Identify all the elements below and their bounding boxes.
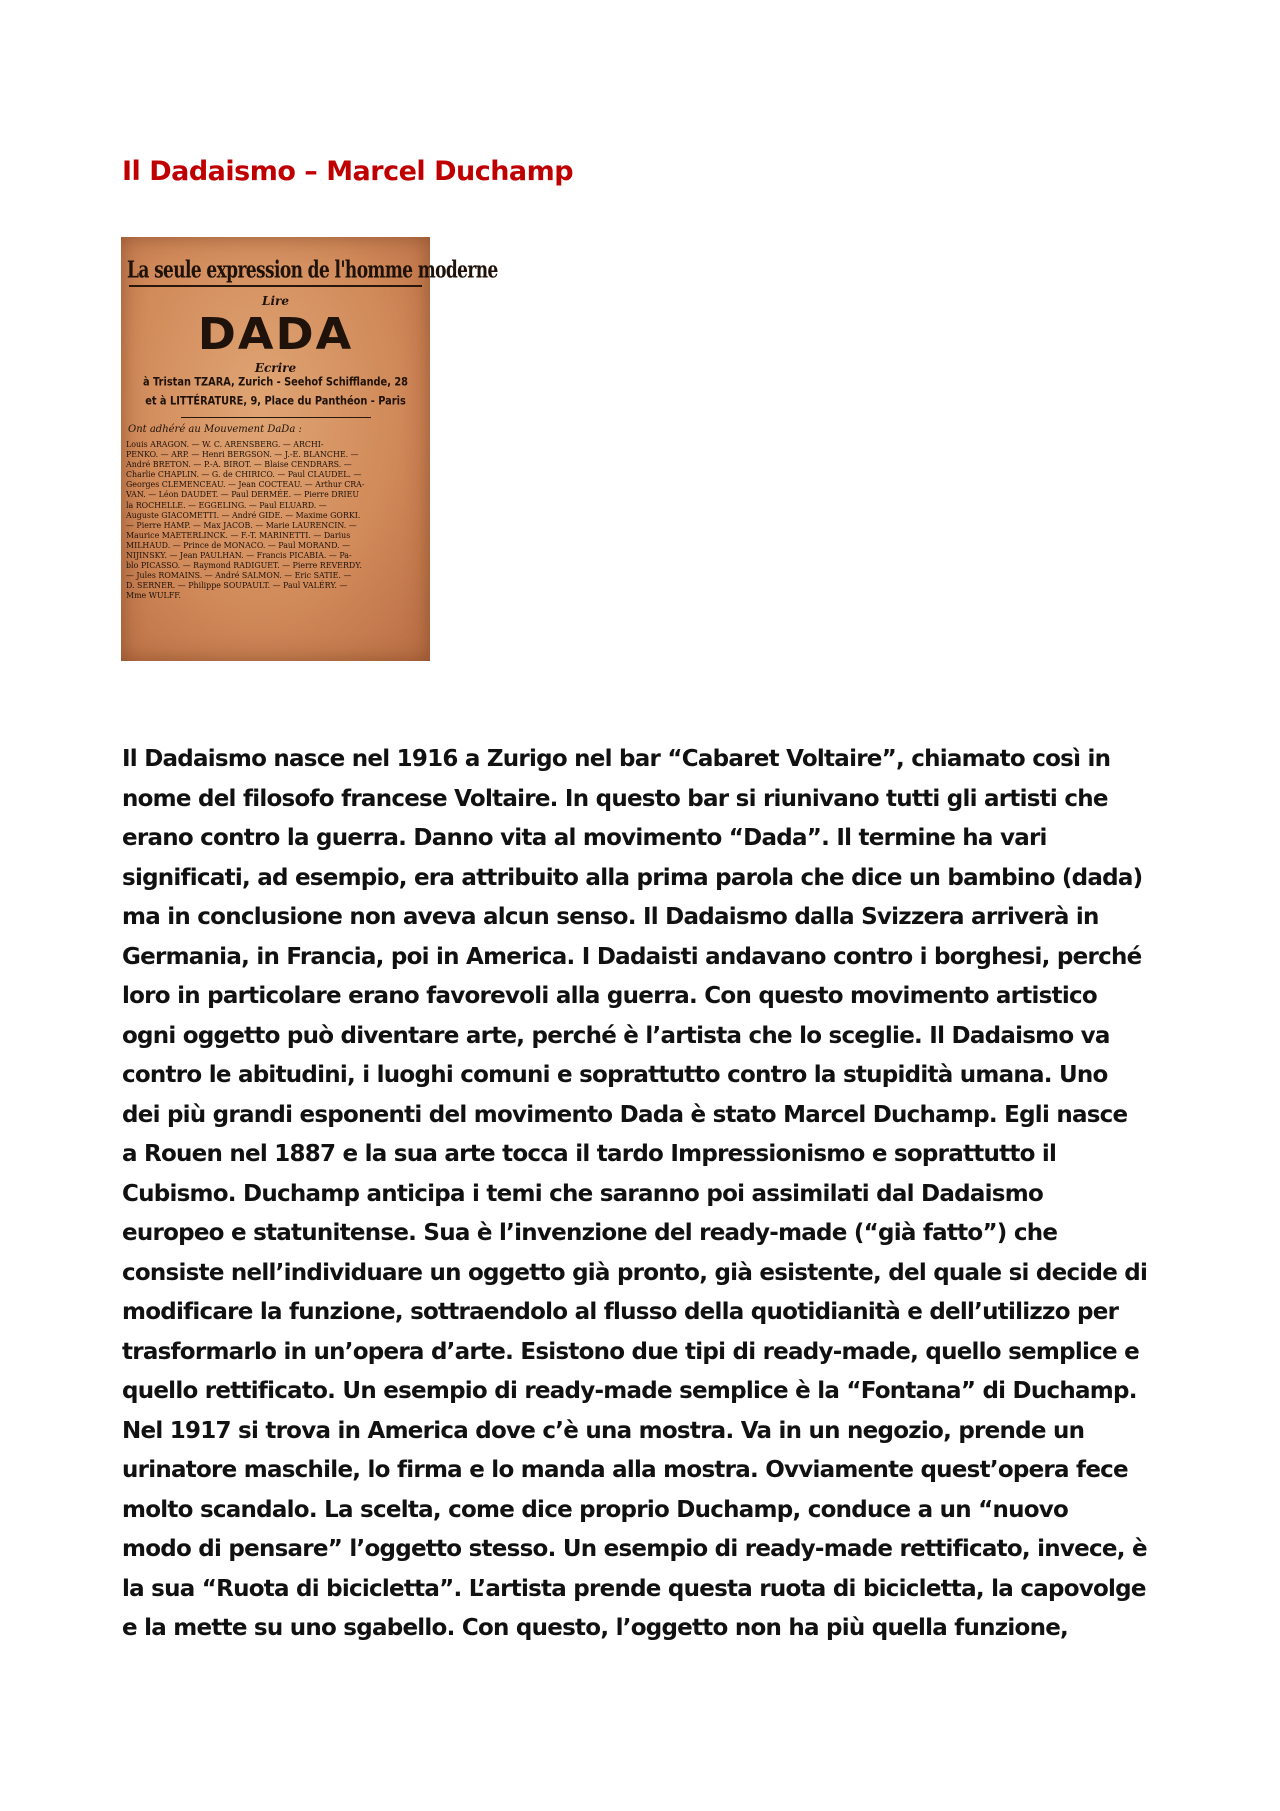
body-line: nome del filosofo francese Voltaire. In questo bar si riunivano tutti gli artisti che — [122, 785, 1108, 812]
body-line: quello rettificato. Un esempio di ready-made semplice è la “Fontana” di Duchamp. — [122, 1378, 1137, 1404]
body-line: modo di pensare” l’oggetto stesso. Un esempio di ready-made rettificato, invece, è — [122, 1536, 1147, 1562]
body-line: Nel 1917 si trova in America dove c’è una mostra. Va in un negozio, prende un — [122, 1417, 1085, 1444]
poster-headline: La seule expression de l'homme moderne — [127, 257, 498, 284]
poster-names-line: Maurice MAETERLINCK. — F.-T. MARINETTI. — Darius — [126, 530, 351, 540]
poster-names-line: André BRETON. — P.-A. BIROT. — Blaise CENDRARS. — — [126, 460, 352, 470]
body-line: molto scandalo. La scelta, come dice proprio Duchamp, conduce a un “nuovo — [122, 1496, 1069, 1523]
body-line: loro in particolare erano favorevoli alla guerra. Con questo movimento artistico — [122, 983, 1097, 1009]
body-line: a Rouen nel 1887 e la sua arte tocca il tardo Impressionismo e soprattutto il — [122, 1141, 1057, 1167]
poster-names-line: Mme WULFF. — [126, 591, 181, 601]
body-paragraph — [122, 740, 1168, 1649]
poster-dada: DADA — [197, 308, 354, 360]
body-line: la sua “Ruota di bicicletta”. L’artista prende questa ruota di bicicletta, la capovolge — [122, 1575, 1146, 1602]
body-line: erano contro la guerra. Danno vita al movimento “Dada”. Il termine ha vari — [122, 825, 1047, 851]
body-line: Il Dadaismo nasce nel 1916 a Zurigo nel bar “Cabaret Voltaire”, chiamato così in — [122, 746, 1111, 772]
poster-names-line: PENKO. — ARP. — Henri BERGSON. — J.-E. BLANCHE. — — [126, 450, 359, 460]
poster-names-line: VAN. — Léon DAUDET. — Paul DERMÉE. — Pierre DRIEU — [126, 490, 360, 500]
poster-names-line: la ROCHELLE. — EGGELING. — Paul ELUARD. — — [126, 500, 327, 510]
poster-names-line: Charlie CHAPLIN. — G. de CHIRICO. — Paul CLAUDEL. — — [126, 470, 362, 480]
body-line: ma in conclusione non aveva alcun senso. Il Dadaismo dalla Svizzera arriverà in — [122, 904, 1099, 930]
body-line: significati, ad esempio, era attribuito alla prima parola che dice un bambino (dada) — [122, 864, 1143, 891]
poster-names-line: — Pierre HAMP. — Max JACOB. — Marie LAURENCIN. — — [126, 520, 357, 530]
poster-names-line: — Jules ROMAINS. — André SALMON. — Eric SATIE. — — [126, 571, 352, 581]
poster-names-line: blo PICASSO. — Raymond RADIGUET. — Pierre REVERDY. — [126, 561, 362, 571]
poster-address-1: à Tristan TZARA, Zurich - Seehof Schifflande, 28 — [143, 376, 408, 389]
poster-rule — [129, 285, 422, 287]
body-line: e la mette su uno sgabello. Con questo, l’oggetto non ha più quella funzione, — [122, 1615, 1069, 1641]
poster-names-line: Georges CLEMENCEAU. — Jean COCTEAU. — Arthur CRA- — [126, 480, 365, 490]
poster-names-line: NIJINSKY. — Jean PAULHAN. — Francis PICABIA. — Pa- — [126, 551, 352, 561]
poster-names-line: Auguste GIACOMETTI. — André GIDE. — Maxime GORKI. — [126, 510, 361, 520]
poster-names-line: MILHAUD. — Prince de MONACO. — Paul MORAND. — — [126, 540, 351, 550]
poster-ecrire: Ecrire — [254, 361, 297, 375]
dada-poster-image — [121, 237, 498, 661]
body-line: modificare la funzione, sottraendolo al flusso della quotidianità e dell’utilizzo per — [122, 1299, 1119, 1325]
body-line: dei più grandi esponenti del movimento Dada è stato Marcel Duchamp. Egli nasce — [122, 1101, 1128, 1128]
poster-divider — [181, 417, 371, 418]
poster-names-list — [126, 440, 425, 602]
document-title: Il Dadaismo – Marcel Duchamp — [122, 156, 574, 187]
poster-names-line: D. SERNER. — Philippe SOUPAULT. — Paul VALÉRY. — — [126, 581, 348, 591]
body-line: europeo e statunitense. Sua è l’invenzione del ready-made (“già fatto”) che — [122, 1220, 1058, 1246]
body-line: Cubismo. Duchamp anticipa i temi che saranno poi assimilati dal Dadaismo — [122, 1180, 1043, 1207]
body-line: ogni oggetto può diventare arte, perché è l’artista che lo sceglie. Il Dadaismo va — [122, 1022, 1110, 1049]
body-line: trasformarlo in un’opera d’arte. Esistono due tipi di ready-made, quello semplice e — [122, 1338, 1139, 1365]
body-line: contro le abitudini, i luoghi comuni e soprattutto contro la stupidità umana. Uno — [122, 1062, 1108, 1088]
body-line: Germania, in Francia, poi in America. I Dadaisti andavano contro i borghesi, perché — [122, 943, 1142, 970]
poster-lire: Lire — [262, 294, 289, 308]
poster-address-2: et à LITTÉRATURE, 9, Place du Panthéon - Paris — [145, 395, 406, 408]
poster-adherents-heading: Ont adhéré au Mouvement DaDa : — [128, 424, 302, 435]
body-line: urinatore maschile, lo firma e lo manda alla mostra. Ovviamente quest’opera fece — [122, 1457, 1128, 1483]
body-line: consiste nell’individuare un oggetto già pronto, già esistente, del quale si decide di — [122, 1259, 1148, 1286]
poster-names-line: Louis ARAGON. — W. C. ARENSBERG. — ARCHI- — [126, 440, 324, 449]
